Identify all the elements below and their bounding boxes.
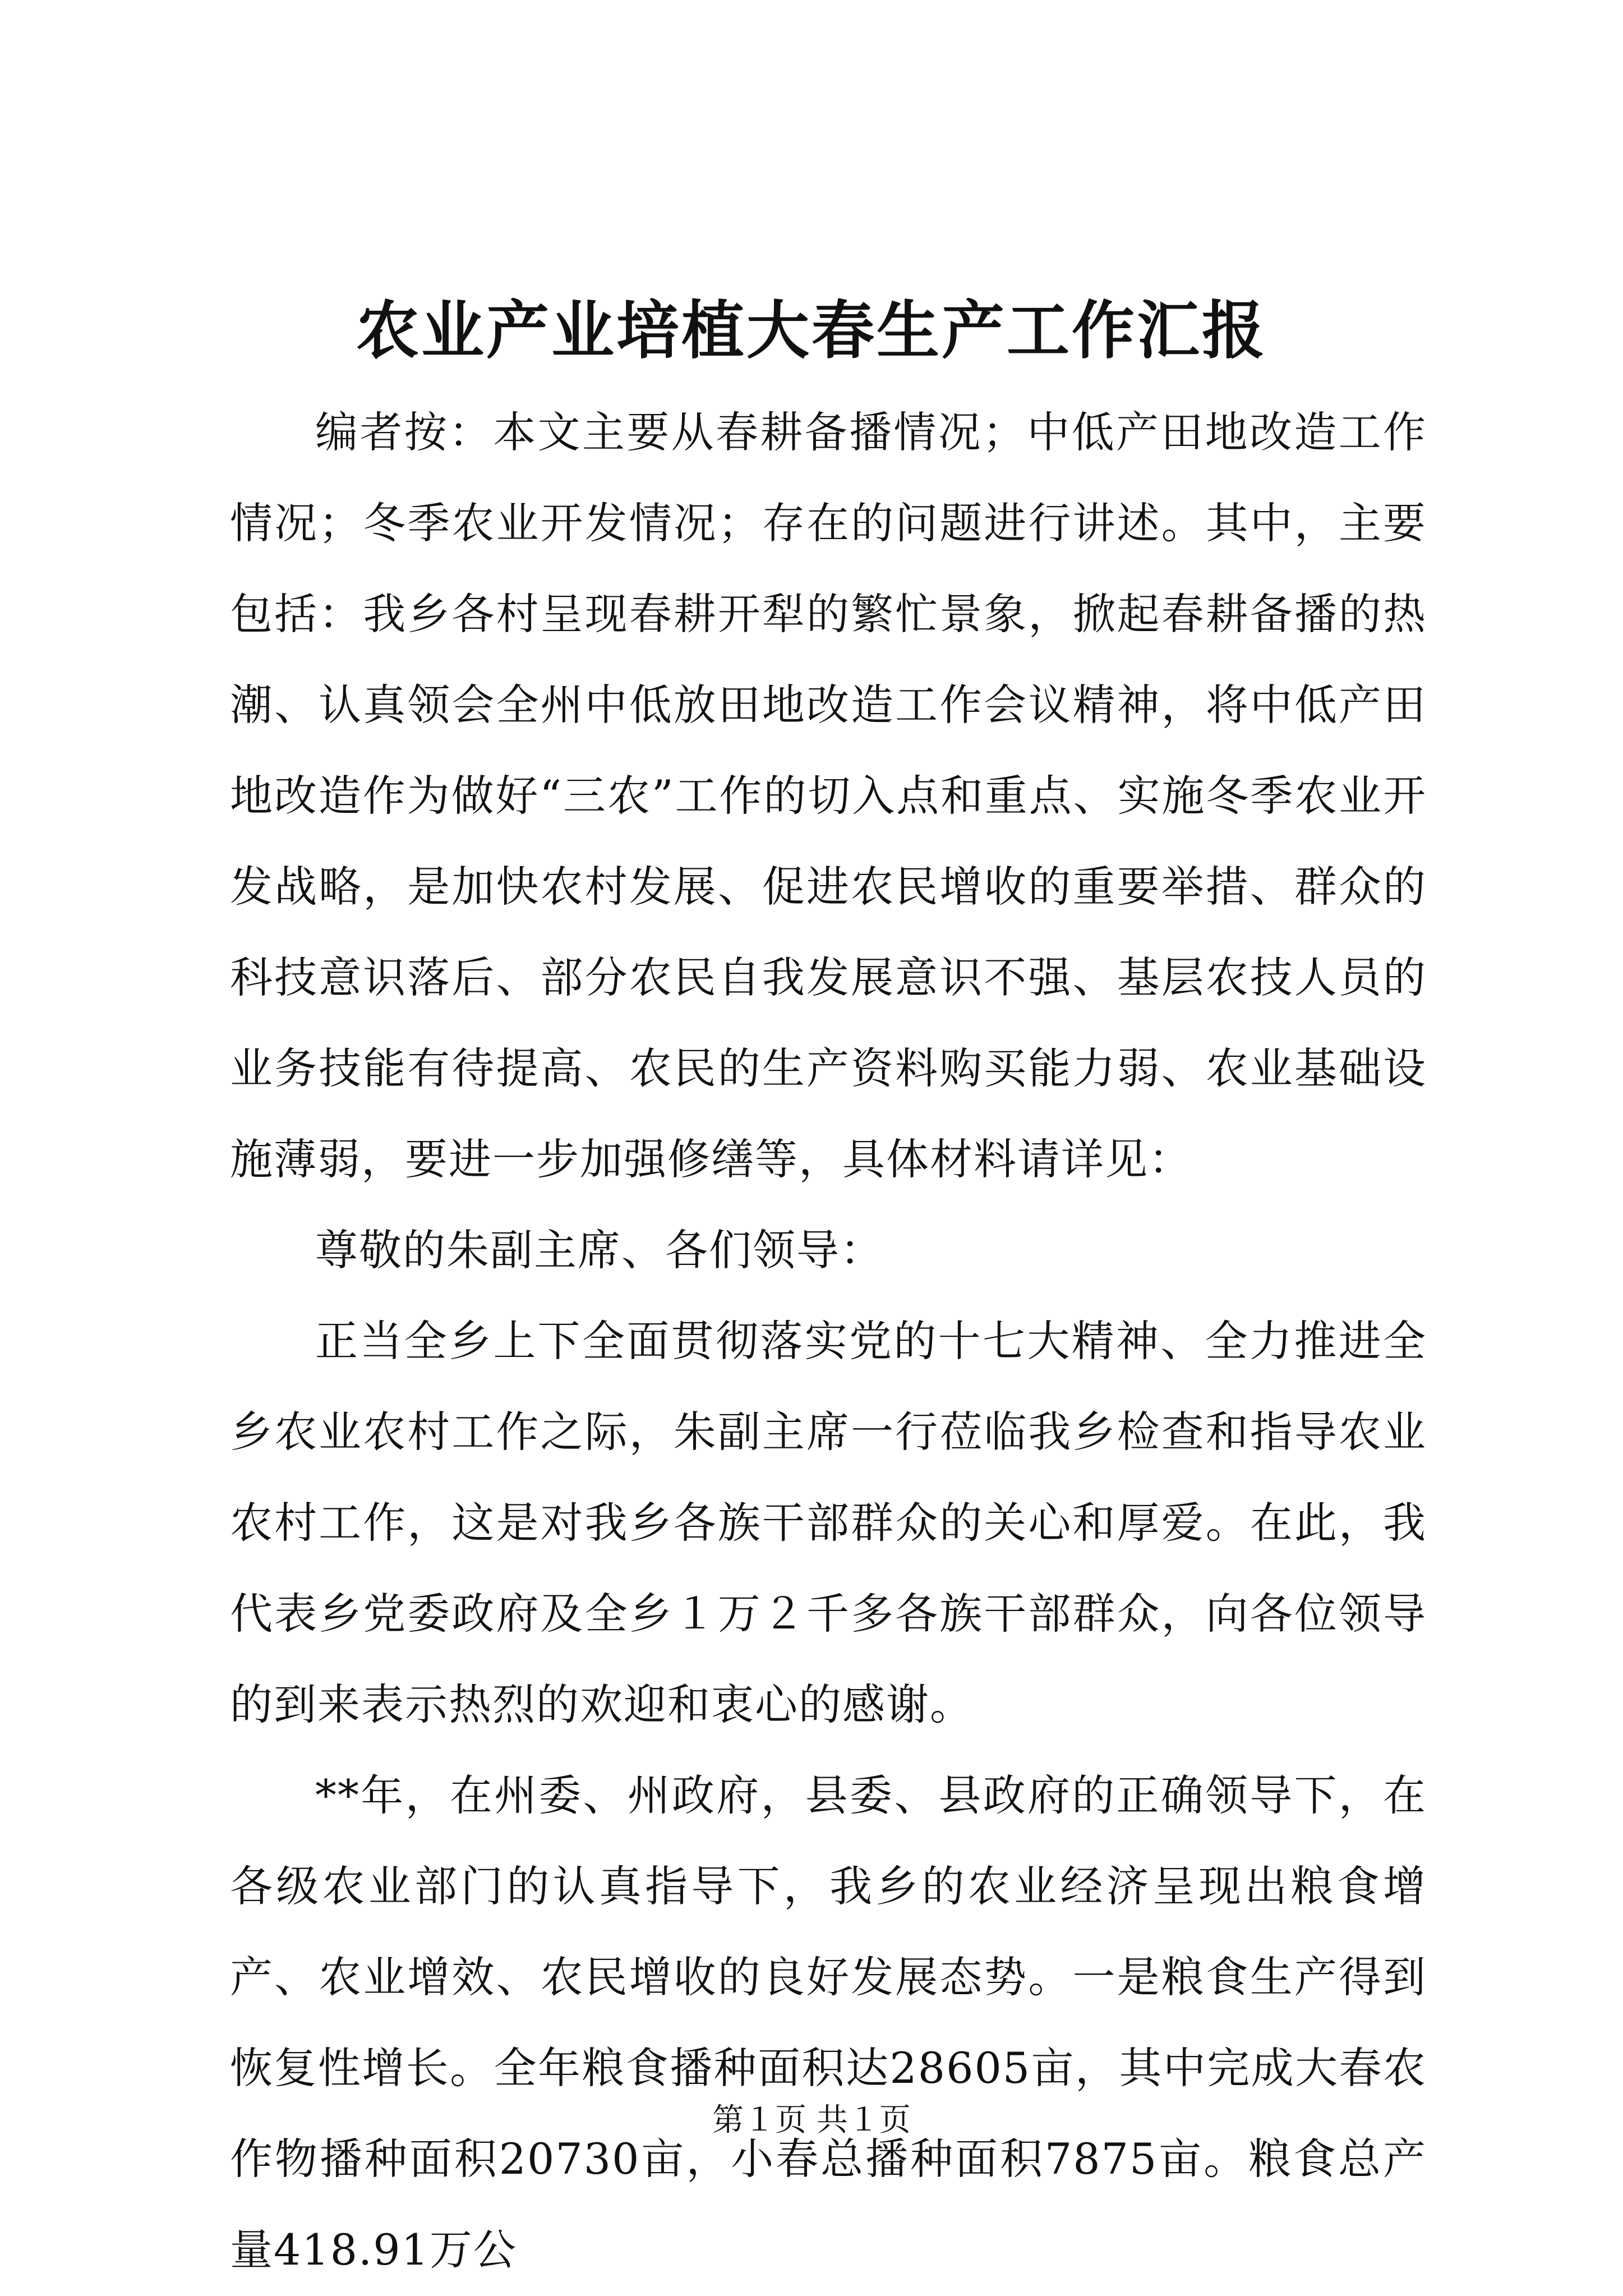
salutation-paragraph: 尊敬的朱副主席、各们领导： <box>315 1225 884 1275</box>
document-title: 农业产业培植大春生产工作汇报 <box>356 294 1267 367</box>
editor-note-paragraph: 编者按：本文主要从春耕备播情况；中低产田地改造工作情况；冬季农业开发情况；存在的问题进行讲述。其中，主要包括：我乡各村呈现春耕开犁的繁忙景象，掀起春耕备播的热潮、认真领会全州中低放田地改造工作会议精神，将中低产田地改造作为做好“三农”工作的切入点和重点、实施冬季农业开发战略，是加快农村发展、促进农民增收的重要举措、群众的科技意识落后、部分农民自我发展意识不强、基层农技人员的业务技能有待提高、农民的生产资料购买能力弱、农业基础设施薄弱，要进一步加强修缮等，具体材料请详见： <box>230 407 1427 1184</box>
body-paragraph: 正当全乡上下全面贯彻落实党的十七大精神、全力推进全乡农业农村工作之际，朱副主席一行莅临我乡检查和指导农业农村工作，这是对我乡各族干部群众的关心和厚爱。在此，我代表乡党委政府及全乡１万２千多各族干部群众，向各位领导的到来表示热烈的欢迎和衷心的感谢。 <box>230 1316 1427 1729</box>
page-footer: 第１页 共１页 <box>712 2102 911 2138</box>
document-body <box>230 387 1427 2295</box>
body-paragraph: **年，在州委、州政府，县委、县政府的正确领导下，在各级农业部门的认真指导下，我乡的农业经济呈现出粮食增产、农业增效、农民增收的良好发展态势。一是粮食生产得到恢复性增长。全年粮食播种面积达28605亩，其中完成大春农作物播种面积20730亩，小春总播种面积7875亩。粮食总产量418.91万公 <box>230 1770 1427 2275</box>
